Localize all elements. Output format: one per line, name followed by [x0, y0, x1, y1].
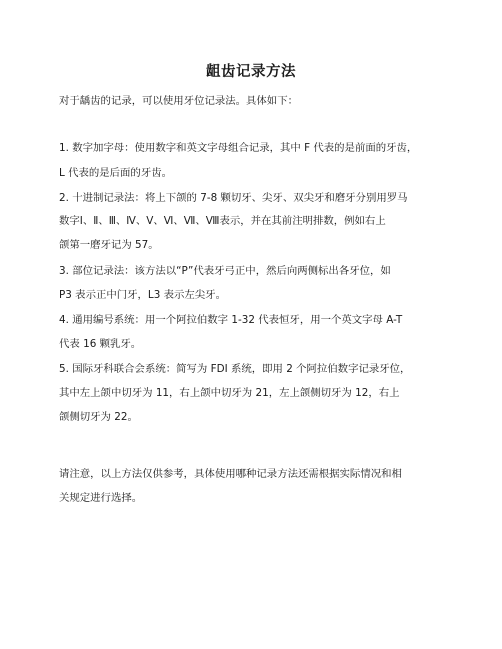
closing-line-2: 关规定进行选择。	[59, 492, 143, 504]
item-2-line-3: 颌第一磨牙记为 57。	[59, 239, 159, 251]
closing-line-1: 请注意，以上方法仅供参考，具体使用哪种记录方法还需根据实际情况和相	[59, 468, 402, 480]
item-4-line-2: 代表 16 颗乳牙。	[59, 338, 142, 350]
item-2-line-1: 2. 十进制记录法：将上下颌的 7-8 颗切牙、尖牙、双尖牙和磨牙分别用罗马	[59, 192, 408, 204]
document-title: 龃齿记录方法	[206, 64, 296, 80]
item-5-line-1: 5. 国际牙科联合会系统：简写为 FDI 系统，即用 2 个阿拉伯数字记录牙位，	[59, 363, 411, 375]
item-1-line-1: 1. 数字加字母：使用数字和英文字母组合记录，其中 F 代表的是前面的牙齿，	[59, 142, 418, 154]
item-4-line-1: 4. 通用编号系统：用一个阿拉伯数字 1-32 代表恒牙，用一个英文字母 A-T	[59, 314, 403, 326]
item-3-line-2: P3 表示正中门牙，L3 表示左尖牙。	[59, 289, 226, 301]
item-1-line-2: L 代表的是后面的牙齿。	[59, 167, 172, 179]
intro-text: 对于龋齿的记录，可以使用牙位记录法。具体如下：	[59, 95, 298, 107]
item-2-line-2: 数字Ⅰ、Ⅱ、Ⅲ、Ⅳ、Ⅴ、Ⅵ、Ⅶ、Ⅷ表示，并在其前注明排数，例如右上	[59, 215, 386, 227]
item-5-line-2: 其中左上颌中切牙为 11，右上颌中切牙为 21，左上颌侧切牙为 12，右上	[59, 387, 400, 399]
item-3-line-1: 3. 部位记录法：该方法以“P”代表牙弓正中，然后向两侧标出各牙位，如	[59, 265, 391, 277]
item-5-line-3: 颌侧切牙为 22。	[59, 411, 138, 423]
